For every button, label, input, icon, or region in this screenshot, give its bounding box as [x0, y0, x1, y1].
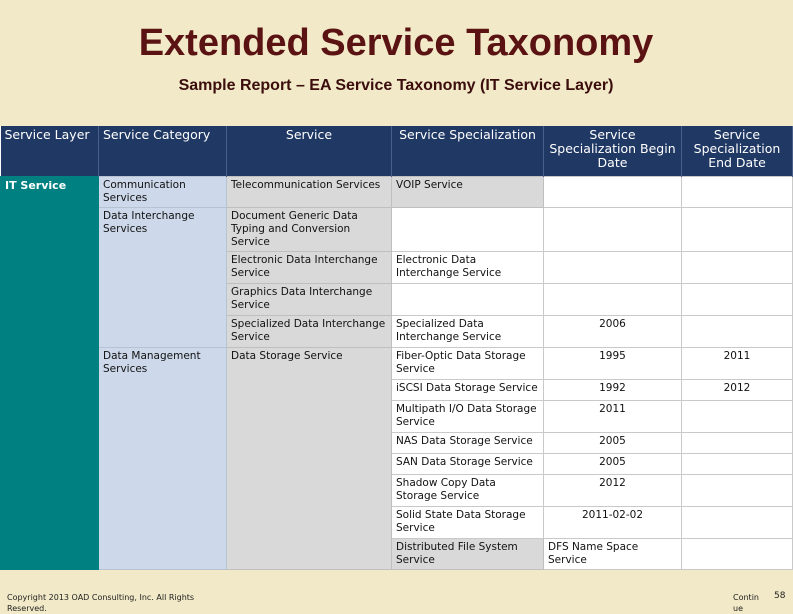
service-cell: Data Storage Service [227, 348, 392, 570]
header-end-date: Service Specialization End Date [682, 126, 793, 177]
service-cell: Distributed File System Service [392, 539, 544, 570]
taxonomy-table [0, 126, 793, 570]
specialization-cell: Fiber-Optic Data Storage Service [392, 348, 544, 380]
begin-date-cell: 1995 [544, 348, 682, 380]
header-service-specialization: Service Specialization [392, 126, 544, 177]
specialization-cell: iSCSI Data Storage Service [392, 380, 544, 401]
specialization-cell: Solid State Data Storage Service [392, 507, 544, 539]
begin-date-cell [544, 284, 682, 316]
begin-date-cell: 2005 [544, 454, 682, 475]
specialization-cell [392, 208, 544, 252]
page-subtitle: Sample Report – EA Service Taxonomy (IT Service Layer) [178, 77, 614, 94]
service-cell: Specialized Data Interchange Service [227, 316, 392, 348]
end-date-cell [682, 316, 793, 348]
service-cell: Electronic Data Interchange Service [227, 252, 392, 284]
table-header-row [1, 126, 793, 177]
begin-date-cell: 2011-02-02 [544, 507, 682, 539]
page-title: Extended Service Taxonomy [138, 22, 654, 64]
copyright-notice: Copyright 2013 OAD Consulting, Inc. All Rights Reserved. [7, 593, 195, 613]
begin-date-cell: 2006 [544, 316, 682, 348]
category-cell: Data Management Services [99, 348, 227, 570]
begin-date-cell [544, 177, 682, 208]
begin-date-cell: 2012 [544, 475, 682, 507]
specialization-cell: Electronic Data Interchange Service [392, 252, 544, 284]
service-cell: Document Generic Data Typing and Conversion Service [227, 208, 392, 252]
end-date-cell [682, 507, 793, 539]
taxonomy-table-container [0, 126, 792, 566]
end-date-cell: 2011 [682, 348, 793, 380]
service-cell: Telecommunication Services [227, 177, 392, 208]
service-cell: Graphics Data Interchange Service [227, 284, 392, 316]
end-date-cell [682, 252, 793, 284]
begin-date-cell: 2005 [544, 433, 682, 454]
table-row [1, 208, 793, 252]
specialization-cell [392, 284, 544, 316]
end-date-cell: 2012 [682, 380, 793, 401]
category-cell: Communication Services [99, 177, 227, 208]
begin-date-cell: 2011 [544, 401, 682, 433]
end-date-cell [682, 433, 793, 454]
begin-date-cell [682, 539, 793, 570]
specialization-cell: DFS Name Space Service [544, 539, 682, 570]
specialization-cell: NAS Data Storage Service [392, 433, 544, 454]
specialization-cell: SAN Data Storage Service [392, 454, 544, 475]
specialization-cell: Specialized Data Interchange Service [392, 316, 544, 348]
specialization-cell: Shadow Copy Data Storage Service [392, 475, 544, 507]
specialization-cell: VOIP Service [392, 177, 544, 208]
specialization-cell: Multipath I/O Data Storage Service [392, 401, 544, 433]
header-service-layer: Service Layer [1, 126, 99, 177]
header-begin-date: Service Specialization Begin Date [544, 126, 682, 177]
end-date-cell [682, 401, 793, 433]
continue-label: Continue [733, 593, 759, 613]
header-service-category: Service Category [99, 126, 227, 177]
end-date-cell [682, 208, 793, 252]
begin-date-cell: 1992 [544, 380, 682, 401]
table-row [1, 348, 793, 380]
page-number: 58 [774, 591, 786, 601]
end-date-cell [682, 454, 793, 475]
layer-cell: IT Service [1, 177, 99, 570]
begin-date-cell [544, 252, 682, 284]
table-row [1, 177, 793, 208]
end-date-cell [682, 475, 793, 507]
end-date-cell [682, 177, 793, 208]
header-service: Service [227, 126, 392, 177]
category-cell: Data Interchange Services [99, 208, 227, 348]
begin-date-cell [544, 208, 682, 252]
end-date-cell [682, 284, 793, 316]
